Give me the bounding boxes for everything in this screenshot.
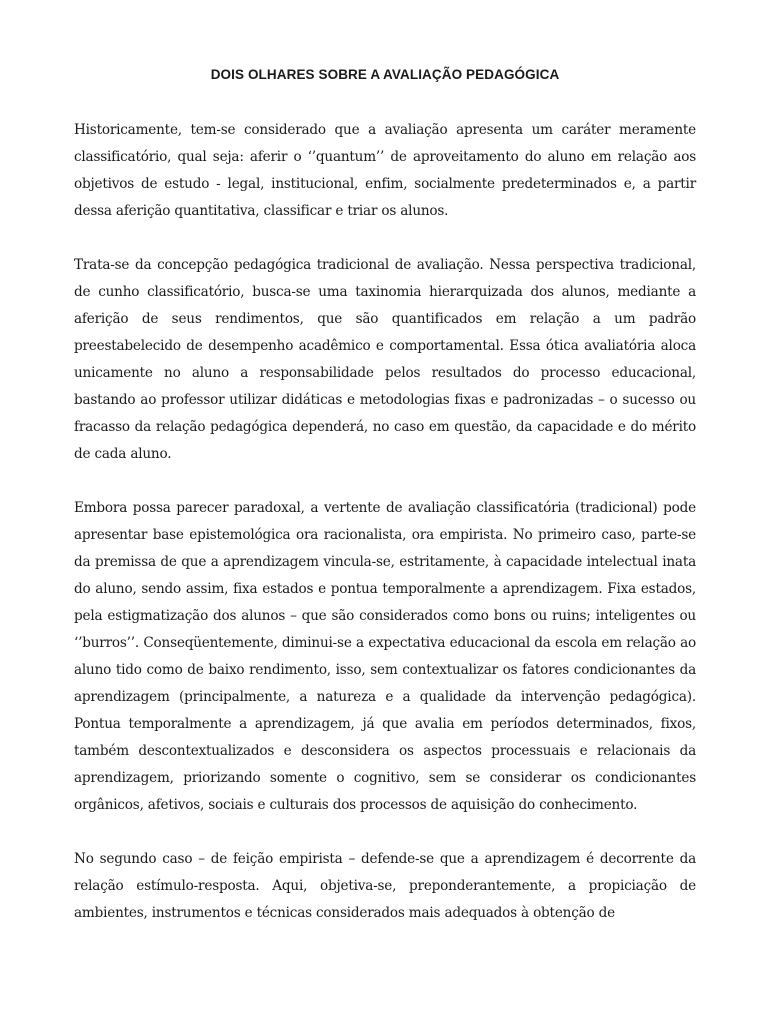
paragraph-1: Historicamente, tem-se considerado que a avaliação apresenta um caráter meramente classificatório, qual seja: aferir o ‘’quantum’’ de aproveitamento do aluno em relação aos objetivos de estudo - legal, institucional, enfim, socialmente predeterminados e, a partir dessa aferição quantitativa, classificar e triar os alunos. (74, 122, 696, 219)
document-page (74, 66, 696, 954)
paragraph-2: Trata-se da concepção pedagógica tradicional de avaliação. Nessa perspectiva tradicional, de cunho classificatório, busca-se uma taxinomia hierarquizada dos alunos, mediante a aferição de seus rendimentos, que são quantificados em relação a um padrão preestabelecido de desempenho acadêmico e comportamental. Essa ótica avaliatória aloca unicamente no aluno a responsabilidade pelos resultados do processo educacional, bastando ao professor utilizar didáticas e metodologias fixas e padronizadas – o sucesso ou fracasso da relação pedagógica dependerá, no caso em questão, da capacidade e do mérito de cada aluno. (74, 257, 696, 462)
paragraph-4: No segundo caso – de feição empirista – defende-se que a aprendizagem é decorrente da relação estímulo-resposta. Aqui, objetiva-se, preponderantemente, a propiciação de ambientes, instrumentos e técnicas considerados mais adequados à obtenção de (74, 851, 696, 921)
paragraph-3: Embora possa parecer paradoxal, a vertente de avaliação classificatória (tradicional) pode apresentar base epistemológica ora racionalista, ora empirista. No primeiro caso, parte-se da premissa de que a aprendizagem vincula-se, estritamente, à capacidade intelectual inata do aluno, sendo assim, fixa estados e pontua temporalmente a aprendizagem. Fixa estados, pela estigmatização dos alunos – que são considerados como bons ou ruins; inteligentes ou ‘’burros’’. Conseqüentemente, diminui-se a expectativa educacional da escola em relação ao aluno tido como de baixo rendimento, isso, sem contextualizar os fatores condicionantes da aprendizagem (principalmente, a natureza e a qualidade da intervenção pedagógica). Pontua temporalmente a aprendizagem, já que avalia em períodos determinados, fixos, também descontextualizados e desconsidera os aspectos processuais e relacionais da aprendizagem, priorizando somente o cognitivo, sem se considerar os condicionantes orgânicos, afetivos, sociais e culturais dos processos de aquisição do conhecimento. (74, 500, 696, 813)
document-title: DOIS OLHARES SOBRE A AVALIAÇÃO PEDAGÓGICA (210, 67, 560, 82)
